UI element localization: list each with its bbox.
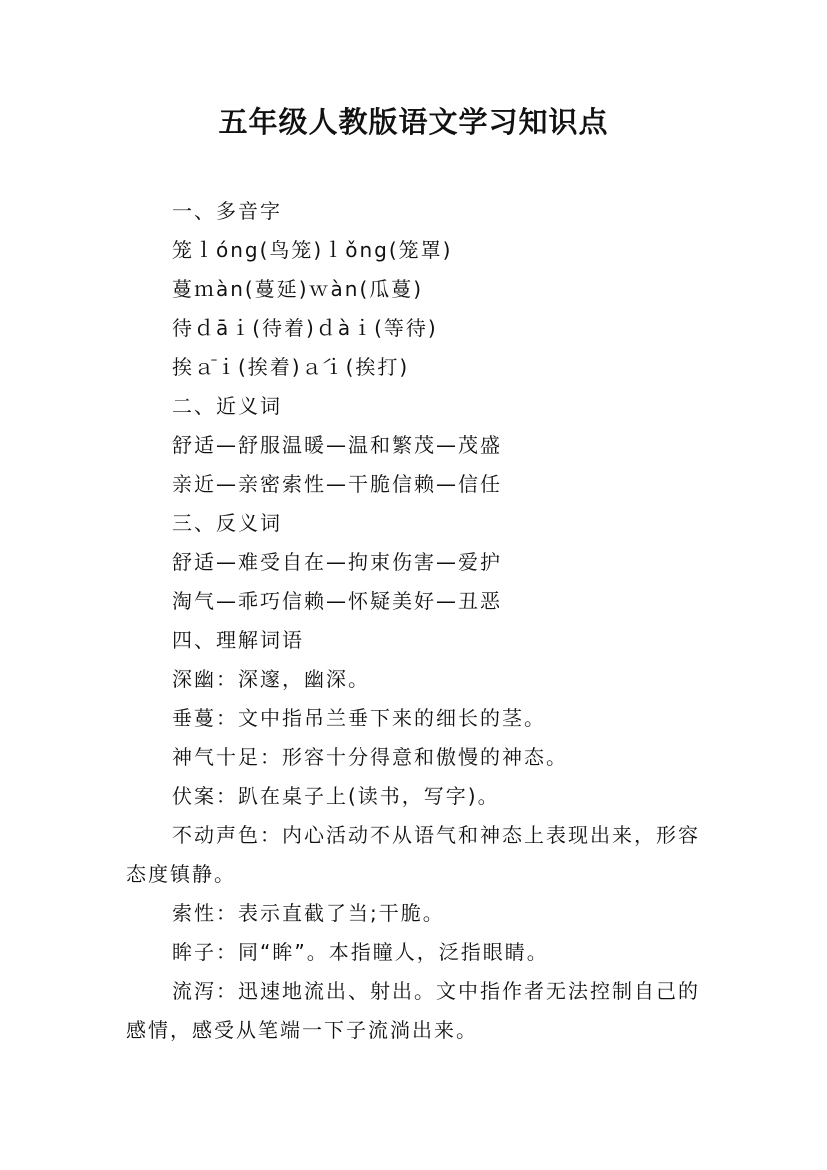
text-line: 神气十足：形容十分得意和傲慢的神态。 — [172, 745, 568, 769]
text-line: 笼ｌóng(鸟笼)ｌǒng(笼罩) — [172, 238, 453, 262]
section-heading: 二、近义词 — [172, 394, 282, 418]
text-paragraph: 流泻：迅速地流出、射出。文中指作者无法控制自己的感情，感受从笔端一下子流淌出来。 — [126, 979, 700, 1042]
text-line: 舒适—舒服温暖—温和繁茂—茂盛 — [172, 433, 502, 457]
text-line: 眸子：同“眸”。本指瞳人，泛指眼睛。 — [172, 940, 549, 964]
section-heading: 三、反义词 — [172, 511, 282, 535]
text-line: 亲近—亲密索性—干脆信赖—信任 — [172, 472, 502, 496]
text-paragraph: 不动声色：内心活动不从语气和神态上表现出来，形容态度镇静。 — [126, 823, 700, 886]
text-line: 淘气—乖巧信赖—怀疑美好—丑恶 — [172, 589, 502, 613]
text-line: 待ｄāｉ(待着)ｄàｉ(等待) — [172, 316, 438, 340]
document-title: 五年级人教版语文学习知识点 — [218, 105, 609, 139]
text-line: 深幽：深邃，幽深。 — [172, 667, 370, 691]
text-line: 舒适—难受自在—拘束伤害—爱护 — [172, 550, 502, 574]
text-line: 垂蔓：文中指吊兰垂下来的细长的茎。 — [172, 706, 546, 730]
text-line: 索性：表示直截了当;干脆。 — [172, 901, 445, 925]
text-line: 伏案：趴在桌子上(读书，写字)。 — [172, 784, 500, 808]
section-heading: 一、多音字 — [172, 199, 282, 223]
document-body — [126, 192, 706, 1050]
section-heading: 四、理解词语 — [172, 628, 304, 652]
text-line: 挨ａ̄ｉ(挨着)ａ́ｉ(挨打) — [172, 355, 410, 379]
text-line: 蔓ｍàn(蔓延)ｗàn(瓜蔓) — [172, 277, 424, 301]
